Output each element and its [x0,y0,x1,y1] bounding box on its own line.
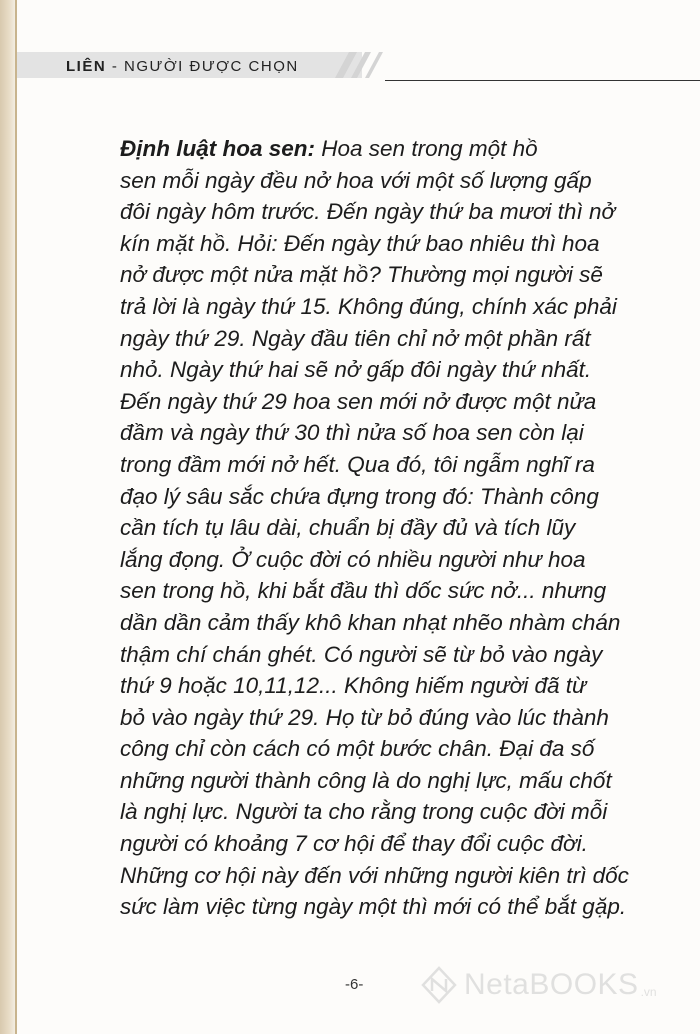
watermark-suffix: .vn [640,985,657,999]
body-line: đôi ngày hôm trước. Đến ngày thứ ba mươi thì nở [120,199,616,225]
body-line: dần dần cảm thấy khô khan nhạt nhẽo nhàm chán [120,609,621,635]
body-line: Những cơ hội này đến với những người kiên trì dốc [120,862,629,888]
body-lead-term: Định luật hoa sen: [120,136,316,161]
body-line: công chỉ còn cách có một bước chân. Đại đa số [120,736,595,762]
body-line: nhỏ. Ngày thứ hai sẽ nở gấp đôi ngày thứ nhất. [120,357,592,383]
body-line: lắng đọng. Ở cuộc đời có nhiều người như hoa [120,546,586,572]
body-line: nở được một nửa mặt hồ? Thường mọi người sẽ [120,262,603,288]
page-number: -6- [345,976,364,993]
body-line: sen trong hồ, khi bắt đầu thì dốc sức nở... nhưng [120,578,607,604]
body-line: cần tích tụ lâu dài, chuẩn bị đầy đủ và tích lũy [120,515,576,541]
body-line: trả lời là ngày thứ 15. Không đúng, chính xác phải [120,293,617,319]
body-line: sức làm việc từng ngày một thì mới có thể bắt gặp. [120,894,627,920]
body-line: đầm và ngày thứ 30 thì nửa số hoa sen còn lại [120,420,584,446]
body-line: là nghị lực. Người ta cho rằng trong cuộc đời mỗi [120,799,608,825]
watermark-brand: NetaBOOKS [464,968,639,1001]
body-line: trong đầm mới nở hết. Qua đó, tôi ngẫm nghĩ ra [120,451,595,477]
running-head-rule [385,80,700,81]
body-line: Đến ngày thứ 29 hoa sen mới nở được một nửa [120,388,597,414]
book-spine-edge [15,0,17,1034]
body-line: kín mặt hồ. Hỏi: Đến ngày thứ bao nhiêu thì hoa [120,230,600,256]
body-line-first [120,133,680,165]
body-line: thậm chí chán ghét. Có người sẽ từ bỏ vào ngày [120,641,603,667]
body-line: sen mỗi ngày đều nở hoa với một số lượng gấp [120,167,592,193]
neta-logo-icon [420,966,458,1004]
body-line: ngày thứ 29. Ngày đầu tiên chỉ nở một phần rất [120,325,591,351]
body-line: bỏ vào ngày thứ 29. Họ từ bỏ đúng vào lúc thành [120,704,609,730]
body-line: những người thành công là do nghị lực, mấu chốt [120,767,612,793]
body-line: thứ 9 hoặc 10,11,12... Không hiếm người đã từ [120,673,587,699]
watermark [420,966,657,1004]
book-spine-shadow [0,0,15,1034]
body-first-line-rest: Hoa sen trong một hồ [315,136,538,161]
running-head-title: NGƯỜI ĐƯỢC CHỌN [124,58,299,75]
body-line: đạo lý sâu sắc chứa đựng trong đó: Thành công [120,483,599,509]
running-head-stripes [335,52,385,78]
body-paragraph [120,133,680,923]
running-head-author: LIÊN [66,58,107,75]
body-line: người có khoảng 7 cơ hội để thay đổi cuộc đời. [120,831,588,857]
running-head-separator: - [106,58,125,75]
running-head [66,58,299,75]
